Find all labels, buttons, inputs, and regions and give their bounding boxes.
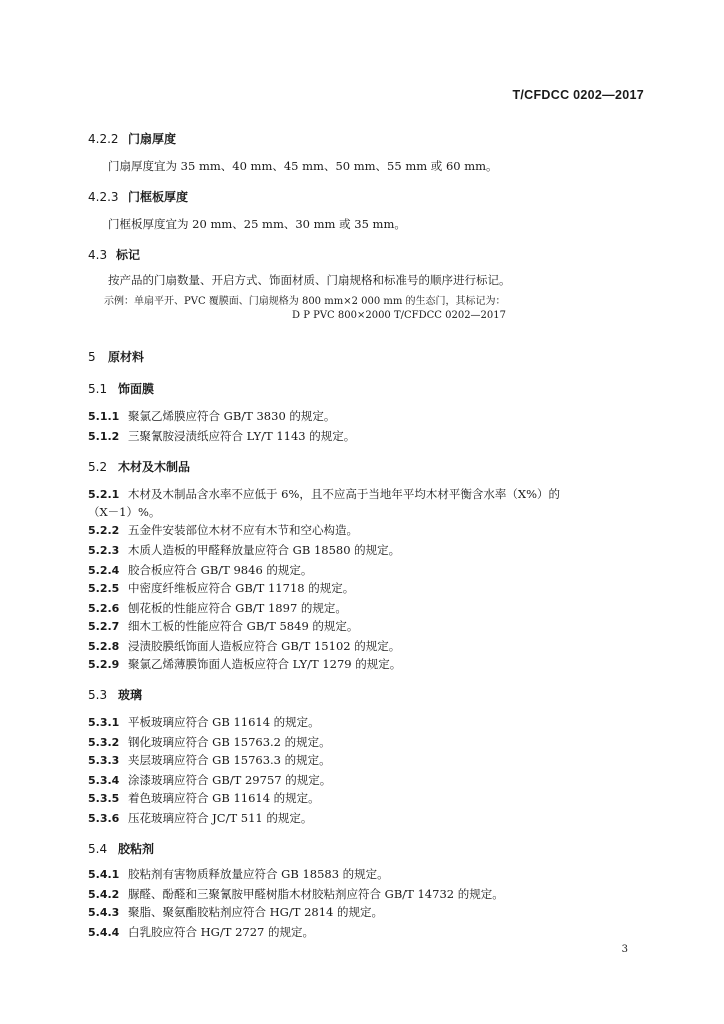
section-number: 5.3 [88, 688, 108, 702]
item-text: 细木工板的性能应符合 GB/T 5849 的规定。 [128, 619, 359, 633]
list-item [88, 580, 354, 596]
item-number: 5.3.6 [88, 812, 120, 825]
list-item [88, 618, 358, 634]
item-text: 木材及木制品含水率不应低于 6%，且不应高于当地年平均木材平衡含水率（X%）的 [128, 487, 561, 501]
list-item [88, 886, 504, 902]
item-number: 5.2.6 [88, 602, 120, 615]
section-title: 玻璃 [118, 688, 143, 702]
page-number: 3 [621, 944, 628, 955]
item-number: 5.1.2 [88, 430, 120, 443]
item-text: 脲醛、酚醛和三聚氰胺甲醛树脂木材胶粘剂应符合 GB/T 14732 的规定。 [128, 887, 504, 901]
list-item [88, 752, 331, 768]
item-number: 5.4.1 [88, 868, 120, 881]
item-text: 胶合板应符合 GB/T 9846 的规定。 [128, 563, 313, 577]
item-text: 聚脂、聚氨酯胶粘剂应符合 HG/T 2814 的规定。 [128, 905, 383, 919]
item-number: 5.2.3 [88, 544, 120, 557]
item-text: 夹层玻璃应符合 GB 15763.3 的规定。 [128, 753, 331, 767]
item-number: 5.3.4 [88, 774, 120, 787]
marking-sample: D P PVC 800×2000 T/CFDCC 0202—2017 [292, 310, 507, 321]
item-text: 白乳胶应符合 HG/T 2727 的规定。 [128, 925, 314, 939]
section-number: 5.1 [88, 382, 108, 396]
item-number: 5.2.7 [88, 620, 120, 633]
item-number: 5.3.5 [88, 792, 120, 805]
item-number: 5.4.2 [88, 888, 120, 901]
section-title: 门扇厚度 [128, 132, 177, 146]
item-number: 5.3.2 [88, 736, 120, 749]
list-item [88, 638, 400, 654]
list-item [88, 772, 331, 788]
item-number: 5.2.5 [88, 582, 120, 595]
item-text: 胶粘剂有害物质释放量应符合 GB 18583 的规定。 [128, 867, 389, 881]
section-number: 5.4 [88, 842, 108, 856]
item-text: 压花玻璃应符合 JC/T 511 的规定。 [128, 811, 313, 825]
item-text: 平板玻璃应符合 GB 11614 的规定。 [128, 715, 320, 729]
section-5-1-heading [88, 380, 154, 397]
item-number: 5.1.1 [88, 410, 120, 423]
item-text: 刨花板的性能应符合 GB/T 1897 的规定。 [128, 601, 347, 615]
section-4-2-3-heading [88, 188, 188, 205]
item-number: 5.2.9 [88, 658, 120, 671]
section-5-2-heading [88, 458, 190, 475]
item-number: 5.4.3 [88, 906, 120, 919]
list-item [88, 904, 383, 920]
list-item [88, 600, 347, 616]
section-number: 5 [88, 350, 96, 364]
item-text: 涂漆玻璃应符合 GB/T 29757 的规定。 [128, 773, 332, 787]
section-title: 胶粘剂 [118, 842, 155, 856]
section-number: 4.2.3 [88, 190, 119, 204]
section-5-4-heading [88, 840, 154, 857]
section-4-3-text: 按产品的门扇数量、开启方式、饰面材质、门扇规格和标准号的顺序进行标记。 [108, 273, 511, 287]
list-item [88, 656, 401, 672]
standard-code-header: T/CFDCC 0202—2017 [512, 88, 644, 102]
section-title: 门框板厚度 [128, 190, 189, 204]
item-number: 5.4.4 [88, 926, 120, 939]
section-number: 4.2.2 [88, 132, 119, 146]
item-text: 五金件安装部位木材不应有木节和空心构造。 [128, 523, 358, 537]
item-text-continuation: （X－1）%。 [88, 505, 161, 519]
list-item [88, 714, 320, 730]
list-item [88, 486, 560, 502]
item-number: 5.3.1 [88, 716, 120, 729]
item-text: 三聚氰胺浸渍纸应符合 LY/T 1143 的规定。 [128, 429, 356, 443]
section-number: 5.2 [88, 460, 108, 474]
list-item [88, 734, 331, 750]
list-item [88, 866, 389, 882]
item-text: 着色玻璃应符合 GB 11614 的规定。 [128, 791, 320, 805]
list-item [88, 810, 312, 826]
item-number: 5.2.2 [88, 524, 120, 537]
list-item [88, 428, 355, 444]
section-number: 4.3 [88, 248, 108, 262]
list-item [88, 522, 358, 538]
chapter-5-heading [88, 348, 144, 365]
item-number: 5.2.4 [88, 564, 120, 577]
section-4-2-2-heading [88, 130, 176, 147]
list-item [88, 542, 400, 558]
item-number: 5.3.3 [88, 754, 120, 767]
item-text: 浸渍胶膜纸饰面人造板应符合 GB/T 15102 的规定。 [128, 639, 401, 653]
item-text: 聚氯乙烯薄膜饰面人造板应符合 LY/T 1279 的规定。 [128, 657, 402, 671]
section-title: 饰面膜 [118, 382, 155, 396]
marking-example: 示例：单扇平开、PVC 覆膜面、门扇规格为 800 mm×2 000 mm 的生态门，其标记为： [104, 296, 506, 307]
list-item [88, 562, 312, 578]
item-number: 5.2.1 [88, 488, 120, 501]
section-5-3-heading [88, 686, 142, 703]
item-text: 中密度纤维板应符合 GB/T 11718 的规定。 [128, 581, 355, 595]
section-title: 原材料 [108, 350, 145, 364]
list-item [88, 924, 314, 940]
item-number: 5.2.8 [88, 640, 120, 653]
section-4-3-heading [88, 246, 140, 263]
section-4-2-2-text: 门扇厚度宜为 35 mm、40 mm、45 mm、50 mm、55 mm 或 60 mm。 [108, 159, 498, 173]
item-text: 木质人造板的甲醛释放量应符合 GB 18580 的规定。 [128, 543, 401, 557]
list-item [88, 790, 320, 806]
item-text: 聚氯乙烯膜应符合 GB/T 3830 的规定。 [128, 409, 336, 423]
section-4-2-3-text: 门框板厚度宜为 20 mm、25 mm、30 mm 或 35 mm。 [108, 217, 406, 231]
item-text: 钢化玻璃应符合 GB 15763.2 的规定。 [128, 735, 331, 749]
section-title: 木材及木制品 [118, 460, 191, 474]
list-item [88, 408, 335, 424]
section-title: 标记 [116, 248, 141, 262]
